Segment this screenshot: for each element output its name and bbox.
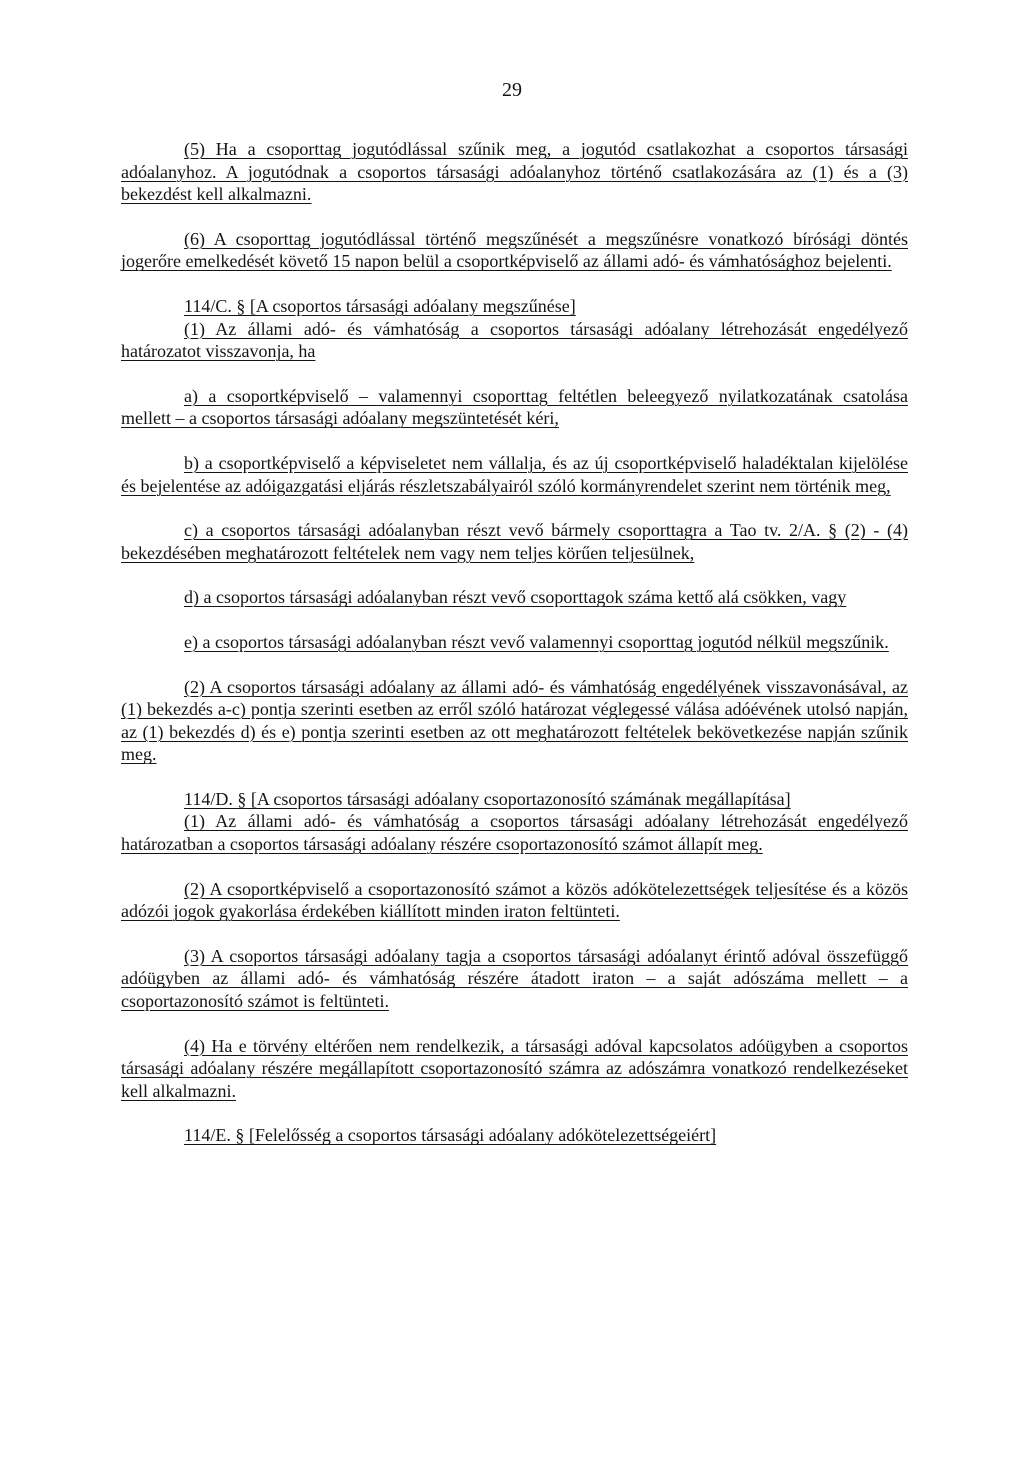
section-heading-114d-text: 114/D. § [A csoportos társasági adóalany csoportazonosító számának megállapítása] (184, 788, 791, 809)
section-heading-114c (121, 295, 908, 318)
paragraph-5-legal-successor: (5) Ha a csoporttag jogutódlással szűnik meg, a jogutód csatlakozhat a csoportos társasági adóalanyhoz. A jogutódnak a csoportos társasági adóalanyhoz történő csatlakozására az (1) és a (3) bekezdést kell alkalmazni. (121, 139, 908, 205)
point-b: b) a csoportképviselő a képviseletet nem vállalja, és az új csoportképviselő haladéktalan kijelölése és bejelentése az adóigazgatási eljárás részletszabályairól szóló kormányrendelet szerint nem történik meg, (121, 452, 908, 496)
paragraph-114d-1: (1) Az állami adó- és vámhatóság a csoportos társasági adóalany létrehozását engedélyező határozatban a csoportos társasági adóalany részére csoportazonosító számot állapít meg. (121, 811, 908, 855)
page-number: 29 (502, 79, 522, 101)
section-heading-114e (121, 1124, 908, 1147)
point-e: e) a csoportos társasági adóalanyban részt vevő valamennyi csoporttag jogutód nélkül megszűnik. (184, 631, 889, 652)
point-a: a) a csoportképviselő – valamennyi csoporttag feltétlen beleegyező nyilatkozatának csatolása mellett – a csoportos társasági adóalany megszüntetését kéri, (121, 385, 908, 429)
paragraph-6-notification: (6) A csoporttag jogutódlással történő megszűnését a megszűnésre vonatkozó bírósági döntés jogerőre emelkedését követő 15 napon belül a csoportképviselő az állami adó- és vámhatósághoz bejelenti. (121, 228, 908, 272)
paragraph-114d-2: (2) A csoportképviselő a csoportazonosító számot a közös adókötelezettségek teljesítése és a közös adózói jogok gyakorlása érdekében kiállított minden iraton feltünteti. (121, 878, 908, 922)
point-d: d) a csoportos társasági adóalanyban részt vevő csoporttagok száma kettő alá csökken, vagy (184, 587, 847, 608)
point-c: c) a csoportos társasági adóalanyban részt vevő bármely csoporttagra a Tao tv. 2/A. § (2) - (4) bekezdésében meghatározott feltételek nem vagy nem teljes körűen teljesülnek, (121, 520, 908, 563)
paragraph-114c-1: (1) Az állami adó- és vámhatóság a csoportos társasági adóalany létrehozását engedélyező határozatot visszavonja, ha (121, 318, 908, 362)
paragraph-114d-3: (3) A csoportos társasági adóalany tagja a csoportos társasági adóalanyt érintő adóval összefüggő adóügyben az állami adó- és vámhatóság részére átadott iraton – a saját adószáma mellett – a csoportazonosító számot is feltünteti. (121, 945, 908, 1012)
section-heading-114d (121, 788, 908, 811)
paragraph-114d-4: (4) Ha e törvény eltérően nem rendelkezik, a társasági adóval kapcsolatos adóügyben a csoportos társasági adóalany részére megállapított csoportazonosító számra az adószámra vonatkozó rendelkezéseket kell alkalmazni. (121, 1035, 908, 1101)
section-heading-114c-text: 114/C. § [A csoportos társasági adóalany megszűnése] (184, 295, 576, 316)
section-heading-114e-text: 114/E. § [Felelősség a csoportos társasági adóalany adókötelezettségeiért] (184, 1125, 717, 1146)
paragraph-114c-2: (2) A csoportos társasági adóalany az állami adó- és vámhatóság engedélyének visszavonásával, az (1) bekezdés a-c) pontja szerinti esetben az erről szóló határozat véglegessé válása adóévének utolsó napján, az (1) bekezdés d) és e) pontja szerinti esetben az ott meghatározott feltételek bekövetkezése napján szűnik meg. (121, 676, 908, 765)
document-body (121, 138, 908, 1147)
